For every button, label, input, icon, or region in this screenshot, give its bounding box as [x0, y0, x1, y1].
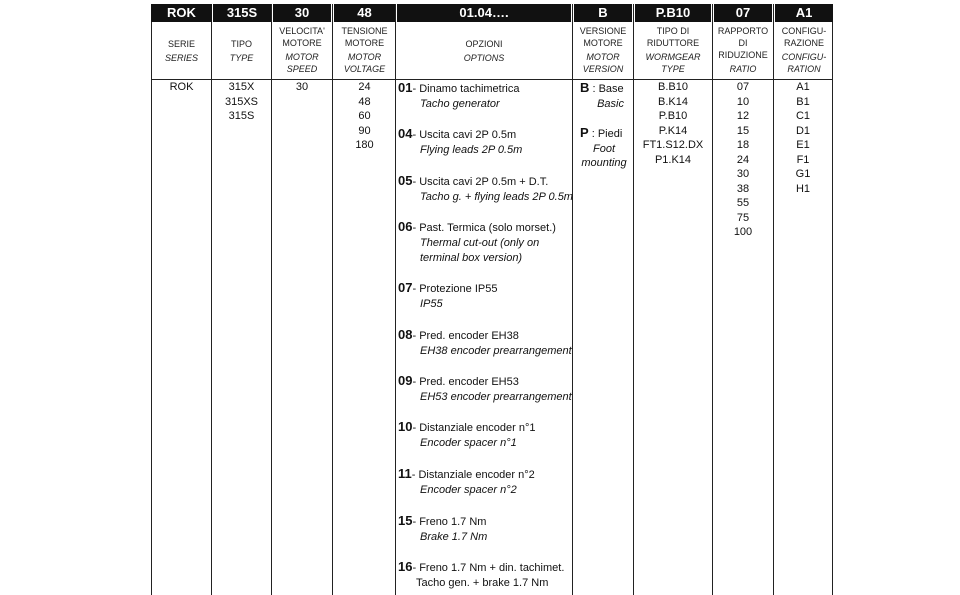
ratio-values	[714, 80, 772, 240]
subheader-versione	[574, 25, 632, 75]
label-it: TIPO DI RIDUTTORE	[646, 26, 700, 48]
option-label-en: Tacho gen. + brake 1.7 Nm	[416, 577, 549, 589]
option-label-en: EH53 encoder prearrangement	[420, 391, 572, 403]
config-value: A1	[796, 81, 810, 93]
voltage-value: 48	[358, 95, 371, 108]
label-en: RATIO	[729, 64, 757, 74]
option-08	[398, 327, 572, 359]
label-it: SERIE	[167, 39, 195, 49]
ratio-value: 10	[736, 95, 750, 108]
option-label-en: Brake 1.7 Nm	[420, 531, 488, 543]
label-it: VERSIONE MOTORE	[579, 26, 627, 48]
type-value: 315S	[228, 110, 255, 122]
label-en: CONFIGU-RATION	[781, 52, 827, 74]
option-code: 08	[398, 327, 413, 342]
subheader-tipo	[211, 38, 272, 64]
option-label-en: Thermal cut-out (only on terminal box version)	[420, 237, 540, 264]
subheader-serie	[151, 38, 212, 64]
option-label-it: - Uscita cavi 2P 0.5m + D.T.	[412, 176, 549, 188]
label-en: OPTIONS	[463, 53, 505, 63]
option-label-en: IP55	[420, 298, 443, 310]
option-label-it: - Pred. encoder EH53	[412, 376, 519, 388]
option-label-it: - Distanziale encoder n°1	[412, 422, 536, 434]
ratio-value: 18	[736, 139, 750, 151]
version-foot	[580, 126, 632, 171]
subheader-opzioni	[397, 38, 571, 64]
ratio-value: 75	[736, 211, 750, 224]
option-05	[398, 173, 573, 205]
option-06	[398, 219, 556, 266]
config-value: F1	[796, 153, 810, 166]
config-value: H1	[795, 182, 811, 195]
label-en: SERIES	[164, 53, 198, 63]
label-en: TYPE	[229, 53, 254, 63]
config-value: D1	[795, 124, 811, 137]
option-label-en: Flying leads 2P 0.5m	[420, 144, 523, 156]
option-code: 06	[398, 219, 413, 234]
option-label-en: Tacho g. + flying leads 2P 0.5m	[420, 191, 573, 203]
version-code: B	[580, 80, 590, 95]
option-01	[398, 80, 519, 112]
voltage-value: 180	[355, 139, 374, 151]
option-label-en: EH38 encoder prearrangement	[420, 345, 572, 357]
subheader-rapporto	[714, 25, 772, 75]
gearbox-value: P.K14	[658, 124, 688, 137]
header-code-riduttore: P.B10	[635, 4, 711, 22]
series-values	[151, 80, 212, 95]
version-label-en: Basic	[597, 97, 624, 110]
option-code: 10	[398, 419, 413, 434]
ratio-value: 100	[733, 226, 753, 238]
version-code: P	[580, 125, 589, 140]
option-code: 04	[398, 126, 413, 141]
label-it: TIPO	[230, 39, 252, 49]
label-en: MOTOR SPEED	[285, 52, 319, 74]
subheader-riduttore	[635, 25, 711, 75]
label-it: OPZIONI	[465, 39, 503, 49]
label-en: WORMGEAR TYPE	[645, 52, 701, 74]
subheader-config	[775, 25, 833, 75]
option-code: 05	[398, 173, 413, 188]
ratio-value: 15	[736, 124, 750, 137]
type-value: 315X	[228, 81, 255, 93]
option-11	[398, 466, 535, 498]
version-label-it: : Piedi	[591, 128, 623, 140]
option-label-en: Encoder spacer n°1	[420, 437, 517, 449]
option-code: 15	[398, 513, 413, 528]
header-code-rapporto: 07	[714, 4, 772, 22]
type-values	[211, 80, 272, 124]
option-code: 11	[398, 466, 412, 481]
voltage-values	[334, 80, 395, 153]
gearbox-value: B.K14	[658, 95, 688, 108]
option-label-en: Tacho generator	[420, 98, 500, 110]
ratio-value: 07	[736, 81, 750, 93]
option-label-it: - Dinamo tachimetrica	[412, 83, 520, 95]
type-value: 315XS	[224, 95, 259, 108]
config-value: B1	[796, 95, 810, 108]
option-label-it: - Distanziale encoder n°2	[411, 469, 535, 481]
gearbox-value: P.B10	[658, 110, 688, 122]
option-15	[398, 513, 487, 545]
subheader-tensione	[334, 25, 395, 75]
ratio-value: 30	[736, 168, 750, 180]
header-code-serie: ROK	[151, 4, 212, 22]
header-code-velocita: 30	[273, 4, 331, 22]
option-code: 07	[398, 280, 413, 295]
ratio-value: 38	[736, 182, 750, 195]
gearbox-value: B.B10	[658, 81, 688, 93]
gearbox-values	[635, 80, 711, 167]
option-label-it: - Past. Termica (solo morset.)	[412, 222, 556, 234]
header-code-versione: B	[574, 4, 632, 22]
label-it: RAPPORTO DI RIDUZIONE	[717, 26, 769, 60]
config-value: G1	[795, 168, 811, 180]
header-code-tensione: 48	[334, 4, 395, 22]
option-code: 16	[398, 559, 413, 574]
ratio-value: 24	[736, 153, 750, 166]
label-it: TENSIONE MOTORE	[341, 26, 388, 48]
option-10	[398, 419, 536, 451]
option-label-it: - Freno 1.7 Nm + din. tachimet.	[412, 562, 565, 574]
ratio-value: 55	[736, 197, 750, 209]
option-04	[398, 126, 522, 158]
option-label-it: - Uscita cavi 2P 0.5m	[412, 129, 517, 141]
config-value: E1	[796, 139, 810, 151]
option-label-it: - Freno 1.7 Nm	[412, 516, 487, 528]
version-label-it: : Base	[592, 83, 624, 95]
speed-value: 30	[295, 81, 309, 93]
subheader-velocita	[273, 25, 331, 75]
series-value: ROK	[169, 81, 194, 93]
label-it: VELOCITA' MOTORE	[279, 26, 325, 48]
option-09	[398, 373, 572, 405]
gearbox-value: FT1.S12.DX	[642, 139, 704, 151]
option-label-it: - Pred. encoder EH38	[412, 330, 519, 342]
option-code: 01	[398, 80, 413, 95]
config-values	[775, 80, 831, 196]
version-basic	[580, 81, 632, 111]
config-value: C1	[795, 110, 811, 122]
option-label-en: Encoder spacer n°2	[420, 484, 517, 496]
version-label-en: Foot mounting	[581, 142, 627, 169]
option-code: 09	[398, 373, 413, 388]
ratio-value: 12	[736, 110, 750, 122]
option-label-it: - Protezione IP55	[412, 283, 498, 295]
label-en: MOTOR VOLTAGE	[343, 52, 386, 74]
label-it: CONFIGU-RAZIONE	[781, 26, 827, 48]
voltage-value: 90	[358, 124, 371, 137]
speed-values	[273, 80, 331, 95]
header-code-config: A1	[775, 4, 833, 22]
header-code-opzioni: 01.04….	[397, 4, 571, 22]
gearbox-value: P1.K14	[654, 153, 692, 166]
voltage-value: 24	[358, 81, 371, 93]
header-code-tipo: 315S	[213, 4, 271, 22]
option-16	[398, 559, 564, 591]
voltage-value: 60	[358, 110, 371, 122]
option-07	[398, 280, 497, 312]
label-en: MOTOR VERSION	[582, 52, 624, 74]
